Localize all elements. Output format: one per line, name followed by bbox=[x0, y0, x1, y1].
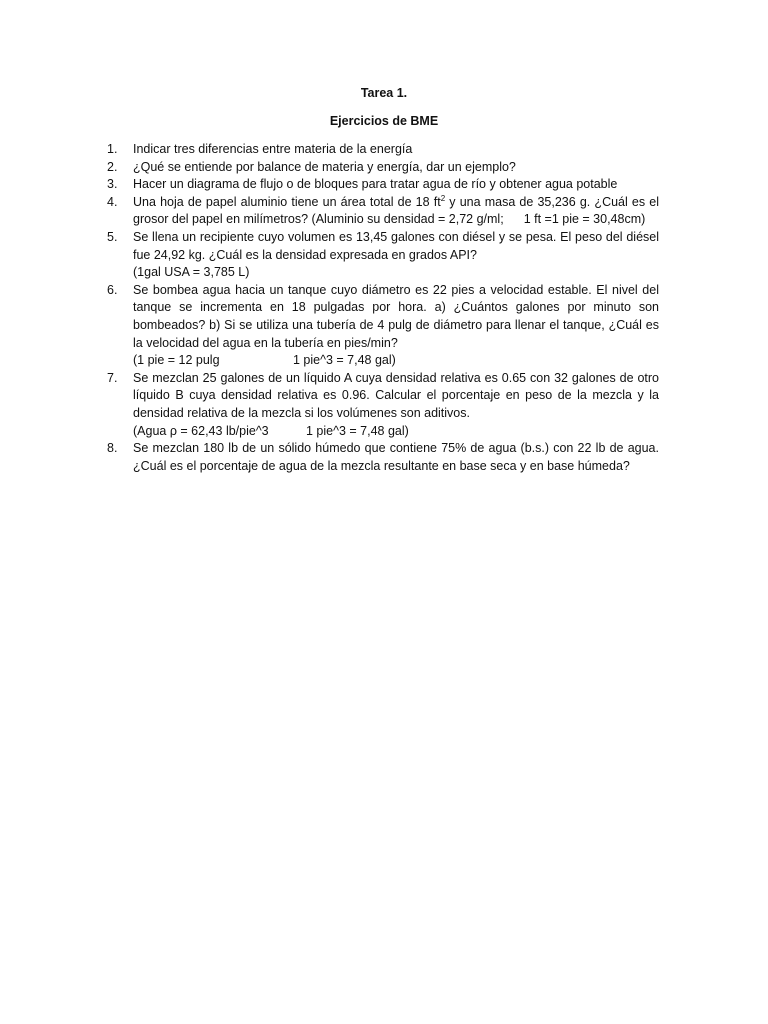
page-subtitle: Ejercicios de BME bbox=[329, 114, 439, 128]
list-item bbox=[107, 141, 659, 159]
item-number: 1. bbox=[107, 142, 118, 156]
note-part: (Agua ρ = 62,43 lb/pie^3 bbox=[133, 423, 269, 438]
list-item bbox=[107, 440, 659, 475]
item-text: Se mezclan 180 lb de un sólido húmedo que contiene 75% de agua (b.s.) con 22 lb de agua. ¿Cuál es el porcentaje de agua de la mezcla resultante en base seca y en base húmeda? bbox=[133, 441, 659, 473]
list-item bbox=[107, 370, 659, 440]
note-part: 1 pie^3 = 7,48 gal) bbox=[306, 423, 409, 438]
list-item bbox=[107, 229, 659, 282]
item-note bbox=[133, 423, 659, 441]
item-text-part: y una masa de 35,236 g. ¿Cuál es el grosor del papel en milímetros? (Aluminio su densidad = 2,72 g/ml; bbox=[133, 194, 660, 227]
item-number: 7. bbox=[107, 370, 118, 385]
item-text: Indicar tres diferencias entre materia de la energía bbox=[133, 142, 413, 156]
note-part: (1 pie = 12 pulg bbox=[133, 353, 220, 368]
superscript: 2 bbox=[440, 193, 446, 203]
item-number: 3. bbox=[107, 177, 118, 192]
item-number: 4. bbox=[107, 194, 118, 209]
item-text: ¿Qué se entiende por balance de materia y energía, dar un ejemplo? bbox=[133, 159, 516, 174]
item-text-part: Una hoja de papel aluminio tiene un área total de 18 ft bbox=[133, 194, 441, 209]
list-item bbox=[107, 176, 659, 194]
item-note: (1gal USA = 3,785 L) bbox=[133, 265, 250, 280]
item-number: 6. bbox=[107, 282, 118, 297]
page-title: Tarea 1. bbox=[360, 86, 408, 100]
item-text-block bbox=[133, 229, 659, 282]
exercise-list bbox=[107, 141, 659, 475]
note-part: 1 pie^3 = 7,48 gal) bbox=[293, 353, 396, 368]
item-text-part: 1 ft =1 pie = 30,48cm) bbox=[523, 212, 646, 227]
item-number: 2. bbox=[107, 159, 118, 174]
item-text: Hacer un diagrama de flujo o de bloques para tratar agua de río y obtener agua potable bbox=[133, 177, 618, 192]
item-text: Se mezclan 25 galones de un líquido A cuya densidad relativa es 0.65 con 32 galones de otro líquido B cuya densidad relativa es 0.96. Calcular el porcentaje en peso de la mezcla y la densidad relativa de la mezcla si los volúmenes son aditivos. bbox=[133, 370, 659, 420]
item-text-block bbox=[133, 282, 659, 370]
item-text-block bbox=[133, 370, 659, 440]
item-text: Se bombea agua hacia un tanque cuyo diámetro es 22 pies a velocidad estable. El nivel del tanque se incrementa en 18 pulgadas por hora. a) ¿Cuántos galones por minuto son bombeados? b) Si se utiliza una tubería de 4 pulg de diámetro para llenar el tanque, ¿Cuál es la velocidad del agua en la tubería en pies/min? bbox=[133, 282, 659, 350]
item-text: Se llena un recipiente cuyo volumen es 13,45 galones con diésel y se pesa. El peso del diésel fue 24,92 kg. ¿Cuál es la densidad expresada en grados API? bbox=[133, 229, 659, 262]
item-number: 8. bbox=[107, 441, 118, 456]
item-number: 5. bbox=[107, 229, 118, 244]
item-note bbox=[133, 352, 659, 370]
item-text bbox=[133, 194, 659, 229]
list-item bbox=[107, 194, 659, 229]
list-item bbox=[107, 159, 659, 177]
list-item bbox=[107, 282, 659, 370]
